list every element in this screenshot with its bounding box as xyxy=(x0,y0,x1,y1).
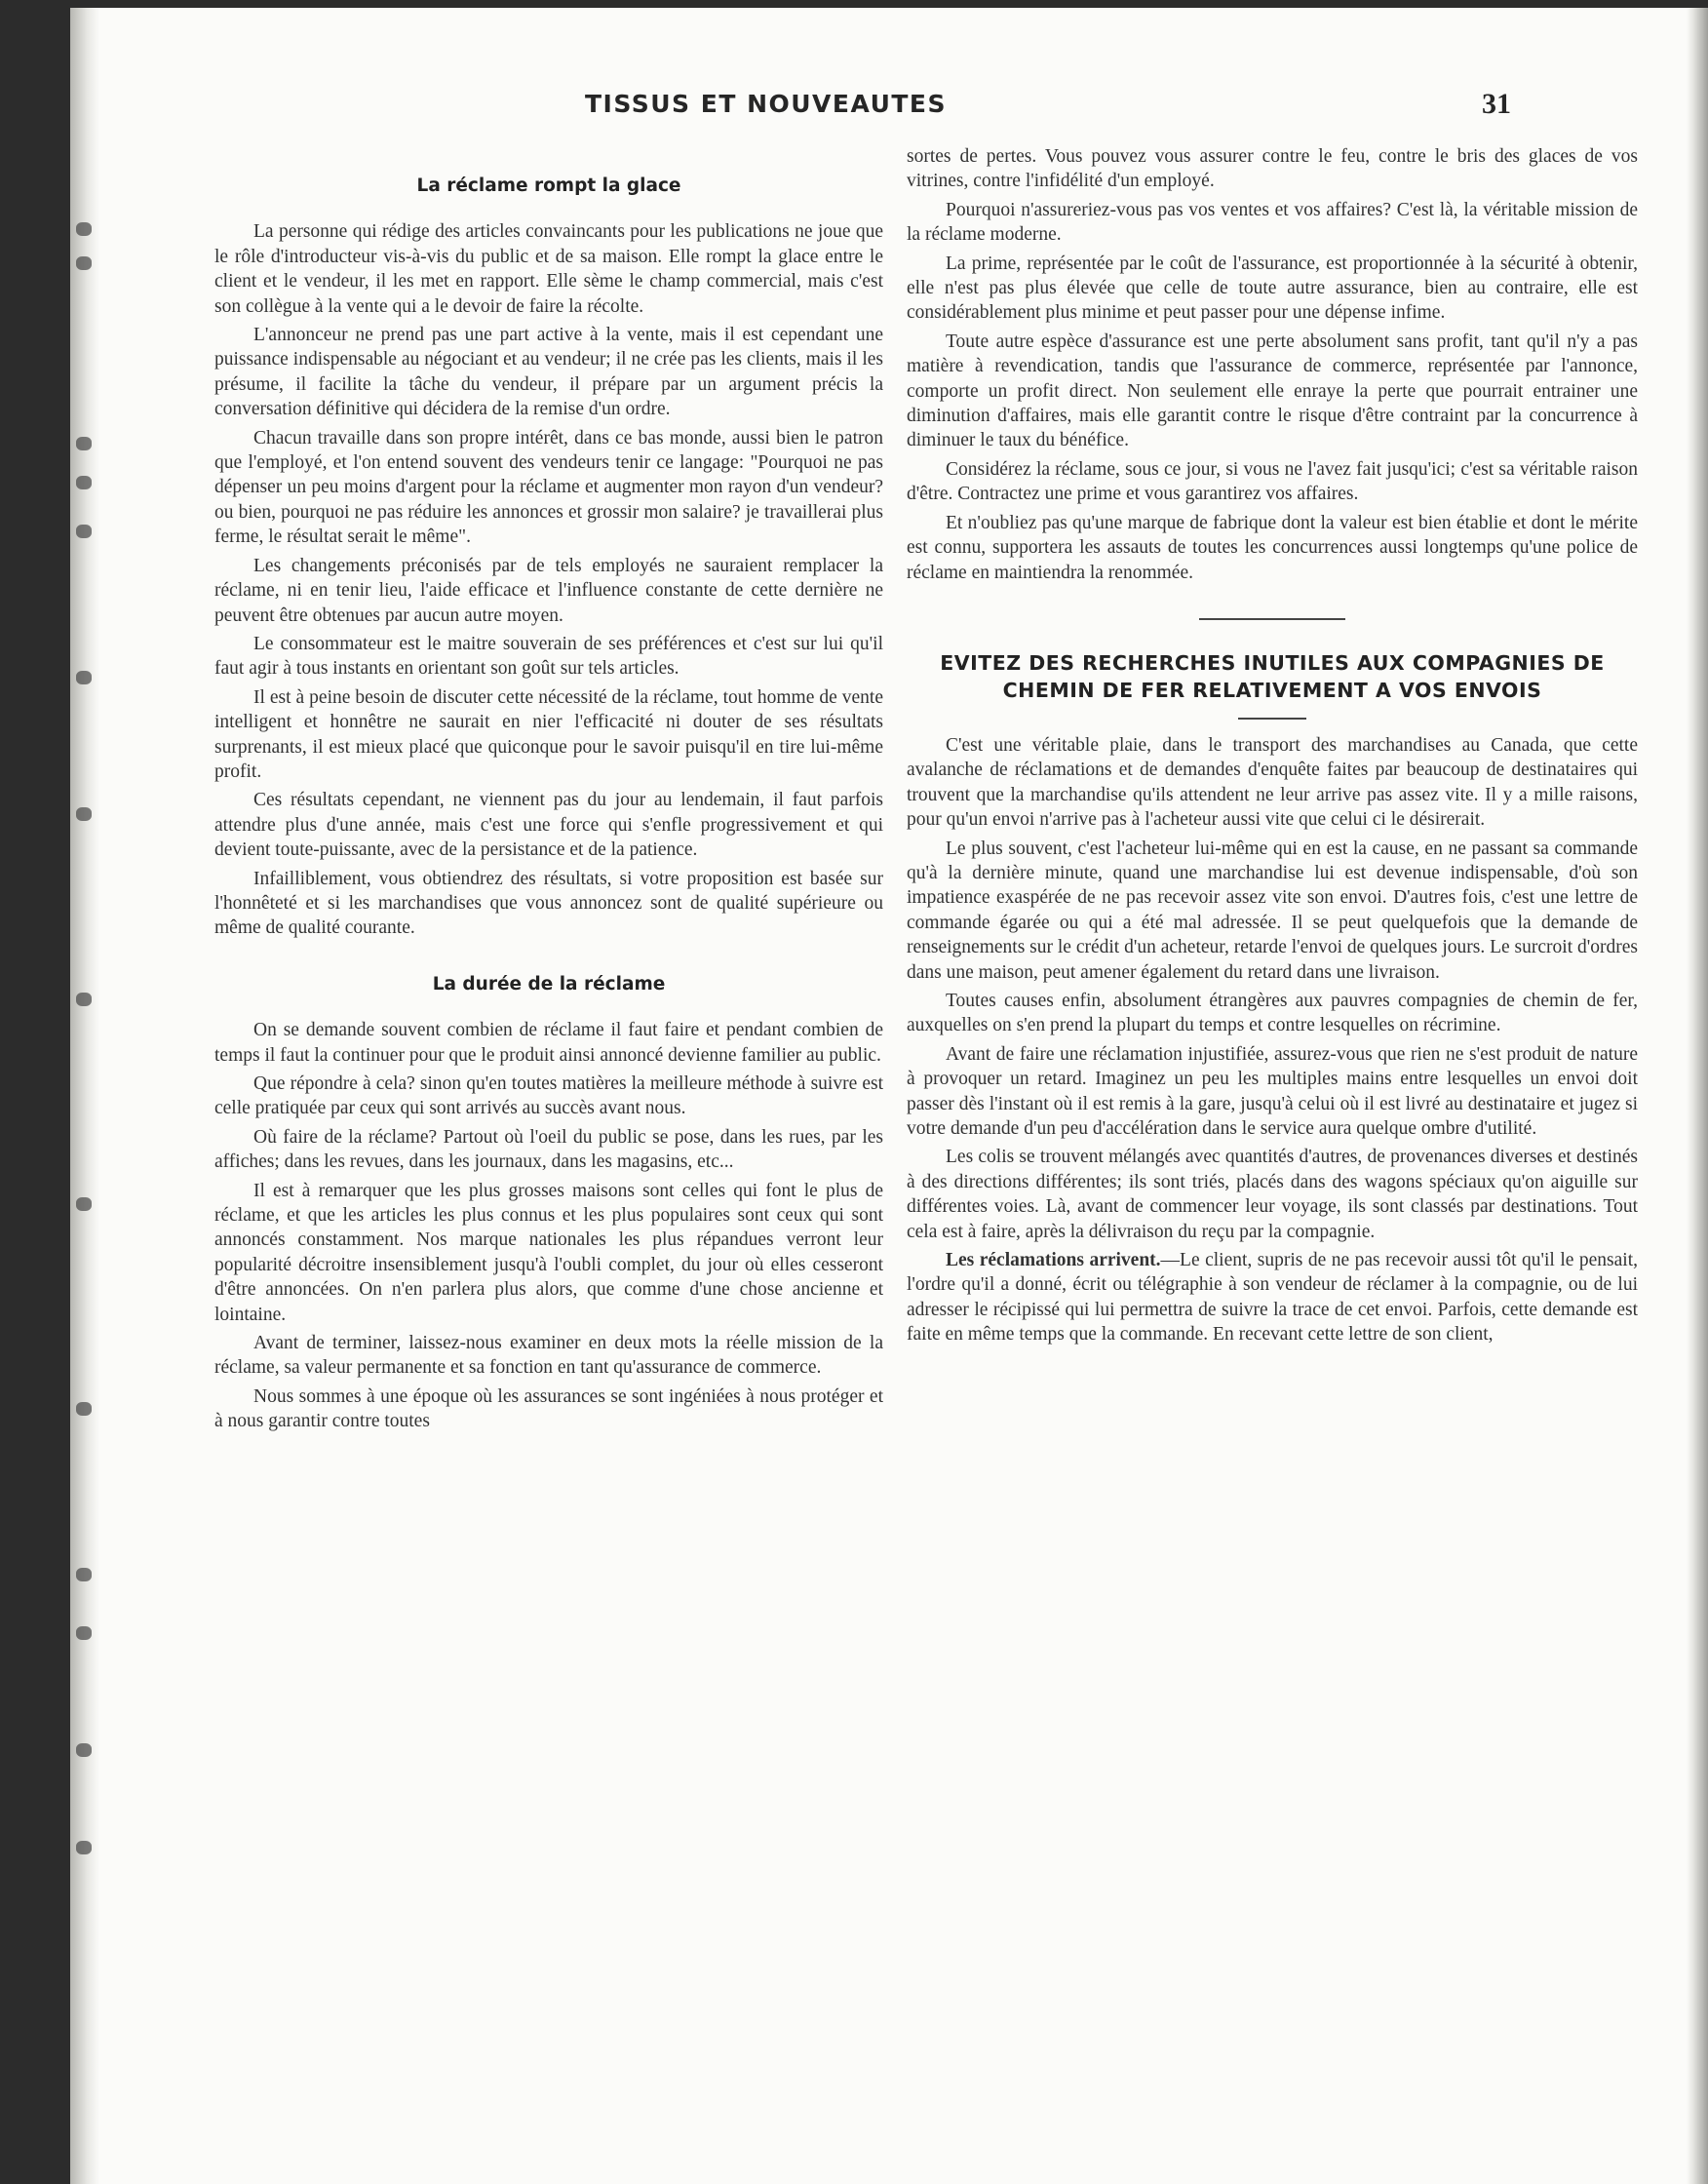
section-divider xyxy=(1199,618,1345,620)
paragraph: C'est une véritable plaie, dans le transport des marchandises au Canada, que cette avalanche de réclamations et de demandes d'enquête faites par beaucoup de destinataires qui trouvent que la marchandise qu'ils attendent ne leur arrive pas assez vite. Il y a mille raisons, pour qu'un envoi n'arrive pas à l'acheteur aussi vite que celui ci le désirerait. xyxy=(907,734,1638,831)
paragraph: La prime, représentée par le coût de l'assurance, est proportionnée à la sécurité à obtenir, elle n'est pas plus élevée que celle de toute autre assurance, bien au contraire, elle est considérablement plus minime et peut passer pour une dépense infime. xyxy=(907,253,1638,324)
left-column xyxy=(214,170,883,1438)
paragraph: Le plus souvent, c'est l'acheteur lui-même qui en est la cause, en ne passant sa commande qu'à la dernière minute, quand une marchandise lui est devenue indispensable, d'où son impatience exaspérée de ne pas recevoir assez vite son envoi. D'autres fois, c'est une lettre de commande égarée ou qui a été mal adressée. Il se peut quelquefois que la demande de renseignements sur le crédit d'un acheteur, retarde l'envoi de quelques jours. Le surcroit d'ordres dans une maison, peut amener également du retard dans une livraison. xyxy=(907,838,1638,983)
paragraph: Ces résultats cependant, ne viennent pas du jour au lendemain, il faut parfois attendre plus d'une année, mais c'est une force qui s'enfle progressivement et qui devient toute-puissante, avec de la persistance et de la patience. xyxy=(214,790,883,861)
binding-stitch-marks xyxy=(76,183,115,1890)
section-heading: La durée de la réclame xyxy=(432,973,666,994)
paragraph: Nous sommes à une époque où les assurances se sont ingéniées à nous protéger et à nous garantir contre toutes xyxy=(214,1385,883,1432)
paragraph-text: —Le client, supris de ne pas recevoir aussi tôt qu'il le pensait, l'ordre qu'il a donné, écrit ou télégraphie à son vendeur de réclamer à la compagnie, ou de lui adresser le récipissé qui lui permettra de suivre la trace de cet envoi. Parfois, cette demande est faite en même temps que la commande. En recevant cette lettre de son client, xyxy=(907,1250,1638,1346)
section-heading: La réclame rompt la glace xyxy=(416,176,681,196)
page-number: 31 xyxy=(1482,88,1511,120)
paragraph: Toute autre espèce d'assurance est une perte absolument sans profit, tant qu'il n'y a pas matière à revendication, tandis que l'assurance de commerce, représentée par l'annonce, comporte un profit direct. Non seulement elle enraye la perte que pourrait entrainer une diminution d'affaires, mais elle garantit contre le risque d'être contraint par la concurrence à diminuer le taux du bénéfice. xyxy=(907,331,1638,451)
paragraph: Que répondre à cela? sinon qu'en toutes matières la meilleure méthode à suivre est celle pratiquée par ceux qui sont arrivés au succès avant nous. xyxy=(214,1073,883,1119)
right-column xyxy=(907,144,1638,1351)
paragraph: Les changements préconisés par de tels employés ne sauraient remplacer la réclame, ni en tenir lieu, l'aide efficace et l'influence constante de cette dernière ne peuvent être obtenues par aucun autre moyen. xyxy=(214,555,883,626)
paragraph: Le consommateur est le maitre souverain de ses préférences et c'est sur lui qu'il faut agir à tous instants en orientant son goût sur tels articles. xyxy=(214,633,883,680)
paragraph: Toutes causes enfin, absolument étrangères aux pauvres compagnies de chemin de fer, auxquelles on s'en prend la plupart du temps et contre lesquelles on récrimine. xyxy=(907,990,1638,1036)
paragraph: Considérez la réclame, sous ce jour, si vous ne l'avez fait jusqu'ici; c'est sa véritable raison d'être. Contractez une prime et vous garantirez vos affaires. xyxy=(907,458,1638,505)
paragraph: Avant de terminer, laissez-nous examiner en deux mots la réelle mission de la réclame, sa valeur permanente et sa fonction en tant qu'assurance de commerce. xyxy=(214,1333,883,1379)
paragraph: On se demande souvent combien de réclame il faut faire et pendant combien de temps il faut la continuer pour que le produit ainsi annoncé devienne familier au public. xyxy=(214,1020,883,1066)
paragraph: Il est à remarquer que les plus grosses maisons sont celles qui font le plus de réclame, et que les articles les plus connus et les plus populaires sont ceux qui sont annoncés constamment. Nos marque nationales les plus répandues verront leur popularité décroitre insensiblement jusqu'à l'oubli complet, du jour où elles cesseront d'être annoncées. On n'en parlera plus alors, que comme d'une chose ancienne et lointaine. xyxy=(214,1180,883,1325)
paragraph: Les colis se trouvent mélangés avec quantités d'autres, de provenances diverses et destinés à des directions différentes; ils sont triés, placés dans des wagons spéciaux qu'on aiguille sur différentes voies. Là, avant de commencer leur voyage, ils sont classés par destinations. Tout cela est à faire, après la délivraison du reçu par la compagnie. xyxy=(907,1147,1638,1242)
article-headline: EVITEZ DES RECHERCHES INUTILES AUX COMPAGNIES DE CHEMIN DE FER RELATIVEMENT A VOS ENVOIS xyxy=(940,650,1605,702)
paragraph: Infailliblement, vous obtiendrez des résultats, si votre proposition est basée sur l'honnêteté et si les marchandises que vous annoncez sont de qualité supérieure ou même de qualité courante. xyxy=(214,868,883,939)
running-header xyxy=(70,90,1708,129)
paragraph: Où faire de la réclame? Partout où l'oeil du public se pose, dans les rues, par les affiches; dans les revues, dans les journaux, dans les magasins, etc... xyxy=(214,1126,883,1173)
paragraph: Et n'oubliez pas qu'une marque de fabrique dont la valeur est bien établie et dont le mérite est connu, supportera les assauts de toutes les concurrences aussi longtemps qu'une police de réclame en maintiendra la renommée. xyxy=(907,512,1638,583)
paragraph: La personne qui rédige des articles convaincants pour les publications ne joue que le rôle d'introducteur vis-à-vis du public et de sa maison. Elle rompt la glace entre le client et le vendeur, il les met en rapport. Elle sème le champ commercial, mais c'est son collègue à la vente qui a le devoir de faire la récolte. xyxy=(214,221,883,317)
paragraph: L'annonceur ne prend pas une part active à la vente, mais il est cependant une puissance indispensable au négociant et au vendeur; il ne crée pas les clients, mais il les présume, il facilite la tâche du vendeur, il prépare par un argument précis la conversation définitive qui décidera de la remise d'un ordre. xyxy=(214,325,883,420)
paragraph: Avant de faire une réclamation injustifiée, assurez-vous que rien ne s'est produit de nature à provoquer un retard. Imaginez un peu les multiples mains entre lesquelles un envoi doit passer dès l'instant où il est remis à la gare, jusqu'à celui où il est livré au destinataire et jugez si votre demande d'un peu d'accélération dans le service aura quelque ombre d'utilité. xyxy=(907,1043,1638,1139)
page-edge-shadow xyxy=(1687,8,1708,2184)
paragraph-lead: Les réclamations arrivent. xyxy=(946,1250,1161,1271)
headline-rule xyxy=(1238,718,1306,720)
journal-title: TISSUS ET NOUVEAUTES xyxy=(585,90,948,118)
paragraph: sortes de pertes. Vous pouvez vous assurer contre le feu, contre le bris des glaces de vos vitrines, contre l'infidélité d'un employé. xyxy=(907,146,1638,192)
paragraph: Il est à peine besoin de discuter cette nécessité de la réclame, tout homme de vente intelligent et honnêtre ne saurait en nier l'efficacité ni douter de ses résultats surprenants, il est mieux placé que quiconque pour le savoir puisqu'il en tire lui-même profit. xyxy=(214,686,883,782)
paragraph: Chacun travaille dans son propre intérêt, dans ce bas monde, aussi bien le patron que l'employé, et l'on entend souvent des vendeurs tenir ce langage: "Pourquoi ne pas dépenser un peu moins d'argent pour la réclame et augmenter mon rayon d'un vendeur? ou bien, pourquoi ne pas réduire les annonces et grossir mon salaire? je travaillerai plus ferme, le résultat serait le même". xyxy=(214,427,883,548)
paragraph: Pourquoi n'assureriez-vous pas vos ventes et vos affaires? C'est là, la véritable mission de la réclame moderne. xyxy=(907,199,1638,246)
scanned-page xyxy=(70,8,1708,2184)
paragraph xyxy=(907,1248,1638,1347)
